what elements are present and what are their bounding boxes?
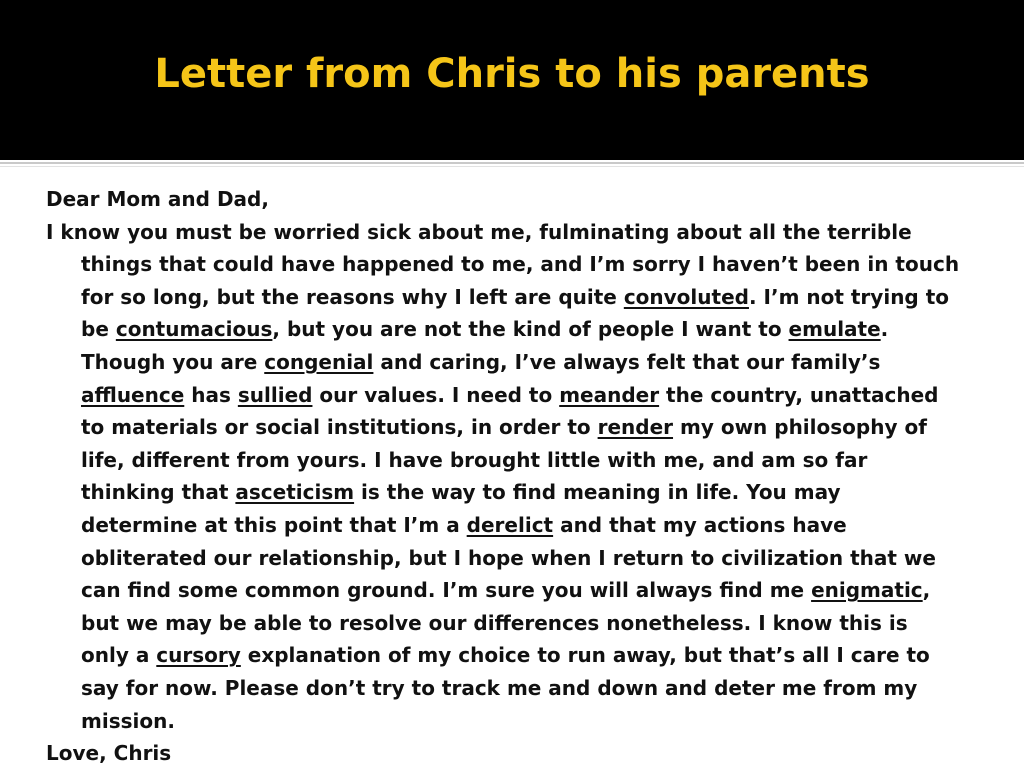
letter-text: obliterated our relationship, but I hope when I return to civilization that we	[81, 545, 936, 570]
letter-text: to materials or social institutions, in order to	[81, 415, 598, 440]
letter-line	[46, 248, 986, 281]
vocabulary-word: congenial	[264, 349, 374, 374]
vocabulary-word: enigmatic	[811, 578, 923, 603]
vocabulary-word: derelict	[466, 512, 554, 537]
vocabulary-word: meander	[559, 382, 660, 407]
letter-text: our values. I need to	[312, 382, 560, 407]
divider-line-thin	[0, 166, 1024, 167]
letter-text: life, different from yours. I have brought little with me, and am so far	[81, 447, 868, 472]
letter-text: can find some common ground. I’m sure you will always find me	[81, 578, 812, 603]
letter-line	[46, 444, 986, 477]
vocabulary-word: cursory	[156, 643, 241, 668]
letter-line	[46, 705, 986, 738]
letter-line	[46, 216, 986, 249]
letter-text: is the way to find meaning in life. You may	[354, 480, 841, 505]
vocabulary-word: asceticism	[235, 480, 355, 505]
letter-text: say for now. Please don’t try to track me and down and deter me from my	[81, 675, 918, 700]
letter-line	[46, 476, 986, 509]
letter-text: mission.	[81, 708, 175, 733]
vocabulary-word: sullied	[237, 382, 313, 407]
vocabulary-word: contumacious	[115, 317, 273, 342]
letter-body	[46, 183, 986, 768]
letter-line	[46, 542, 986, 575]
letter-greeting: Dear Mom and Dad,	[46, 187, 269, 211]
letter-text: determine at this point that I’m a	[81, 512, 467, 537]
letter-line	[46, 639, 986, 672]
letter-text: for so long, but the reasons why I left are quite	[81, 284, 624, 309]
letter-text: things that could have happened to me, and I’m sorry I haven’t been in touch	[81, 252, 960, 277]
letter-line	[46, 607, 986, 640]
letter-text: Though you are	[81, 349, 265, 374]
letter-text: be	[81, 317, 116, 342]
letter-text: explanation of my choice to run away, but that’s all I care to	[240, 643, 930, 668]
divider-line	[0, 162, 1024, 164]
letter-text: only a	[81, 643, 157, 668]
letter-text: ,	[922, 578, 931, 603]
slide-title: Letter from Chris to his parents	[154, 51, 870, 97]
letter-text: the country, unattached	[659, 382, 939, 407]
letter-text: my own philosophy of	[673, 415, 927, 440]
letter-text: I know you must be worried sick about me, fulminating about all the terrible	[46, 219, 912, 244]
letter-line	[46, 411, 986, 444]
letter-text: and caring, I’ve always felt that our family’s	[373, 349, 881, 374]
letter-paragraph	[46, 216, 986, 738]
letter-line	[46, 346, 986, 379]
letter-line	[46, 379, 986, 412]
vocabulary-word: convoluted	[623, 284, 749, 309]
letter-line	[46, 281, 986, 314]
letter-line	[46, 509, 986, 542]
title-band	[0, 0, 1024, 160]
letter-text: .	[880, 317, 889, 342]
vocabulary-word: emulate	[788, 317, 881, 342]
letter-text: and that my actions have	[553, 512, 847, 537]
letter-text: . I’m not trying to	[748, 284, 950, 309]
letter-line	[46, 672, 986, 705]
letter-text: has	[184, 382, 238, 407]
letter-text: thinking that	[81, 480, 236, 505]
letter-line	[46, 574, 986, 607]
letter-text: , but you are not the kind of people I want to	[272, 317, 789, 342]
letter-line	[46, 313, 986, 346]
letter-text: but we may be able to resolve our differences nonetheless. I know this is	[81, 610, 908, 635]
letter-closing: Love, Chris	[46, 741, 172, 766]
vocabulary-word: affluence	[81, 382, 185, 407]
vocabulary-word: render	[597, 415, 674, 440]
